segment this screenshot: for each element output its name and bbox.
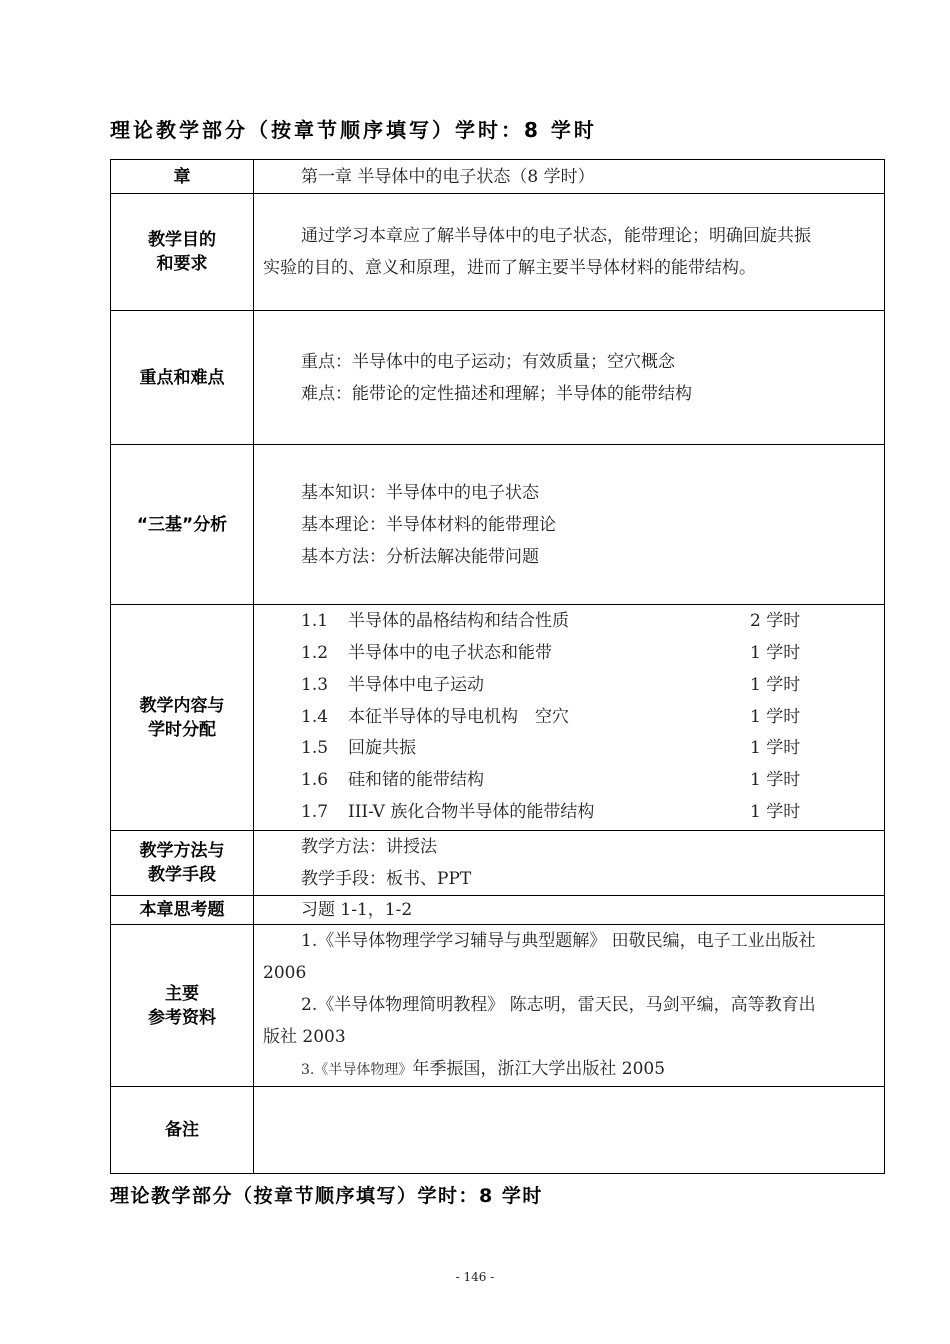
methods-value [254, 831, 885, 896]
row-content [111, 605, 885, 831]
row-key-points [111, 311, 885, 445]
key-points-value [254, 311, 885, 445]
content-item-num: 1.7 [301, 801, 329, 822]
content-item-hours: 1 学时 [750, 738, 801, 759]
methods-line2: 教学手段：板书、PPT [301, 869, 472, 889]
row-three-basics [111, 445, 885, 605]
content-item-num: 1.2 [301, 643, 329, 663]
remarks-value [254, 1087, 885, 1174]
exercises-value: 习题 1-1，1-2 [254, 896, 885, 925]
content-value [254, 605, 885, 831]
content-item-title: 本征半导体的导电机构 空穴 [348, 706, 569, 727]
key-points-line1: 重点：半导体中的电子运动；有效质量；空穴概念 [301, 351, 675, 372]
ref2-line1: 2.《半导体物理简明教程》 陈志明，雷天民，马剑平编，高等教育出 [301, 995, 816, 1015]
section-heading-top: 理论教学部分（按章节顺序填写）学时：8 学时 [110, 118, 597, 142]
chapter-value: 第一章 半导体中的电子状态（8 学时） [254, 160, 885, 194]
ref1-line2: 2006 [263, 963, 307, 983]
section-heading-bottom: 理论教学部分（按章节顺序填写）学时：8 学时 [110, 1185, 543, 1207]
references-label: 主要 参考资料 [111, 925, 254, 1087]
content-item-title: 硅和锗的能带结构 [348, 770, 484, 791]
content-item-hours: 1 学时 [750, 706, 801, 727]
references-value [254, 925, 885, 1087]
objectives-value [254, 194, 885, 311]
content-item [254, 733, 884, 765]
key-points-label: 重点和难点 [111, 311, 254, 445]
exercises-label: 本章思考题 [111, 896, 254, 925]
key-points-line2: 难点：能带论的定性描述和理解；半导体的能带结构 [301, 383, 692, 404]
objectives-label: 教学目的 和要求 [111, 194, 254, 311]
methods-line1: 教学方法：讲授法 [301, 837, 437, 857]
syllabus-table [110, 159, 885, 1174]
content-item-num: 1.1 [301, 611, 329, 632]
content-item [254, 797, 884, 829]
content-item-title: 半导体的晶格结构和结合性质 [348, 611, 569, 632]
row-objectives [111, 194, 885, 311]
content-item-title: 半导体中的电子状态和能带 [348, 643, 552, 663]
content-item-hours: 1 学时 [750, 770, 801, 791]
content-item-hours: 1 学时 [750, 643, 801, 663]
row-methods [111, 831, 885, 896]
ref1-line1: 1.《半导体物理学学习辅导与典型题解》 田敬民编，电子工业出版社 [301, 931, 816, 951]
content-item-hours: 2 学时 [750, 611, 801, 632]
content-item [254, 765, 884, 797]
three-basics-line3: 基本方法：分析法解决能带问题 [301, 546, 539, 567]
page-number: - 146 - [455, 1270, 495, 1284]
row-references [111, 925, 885, 1087]
three-basics-line1: 基本知识：半导体中的电子状态 [301, 482, 539, 503]
content-item-num: 1.5 [301, 738, 329, 759]
row-remarks [111, 1087, 885, 1174]
content-item [254, 606, 884, 638]
content-item-hours: 1 学时 [750, 674, 801, 695]
row-chapter [111, 160, 885, 194]
row-exercises [111, 896, 885, 925]
content-item-num: 1.3 [301, 674, 329, 695]
content-item-title: 半导体中电子运动 [348, 674, 484, 695]
chapter-label: 章 [111, 160, 254, 194]
content-label: 教学内容与 学时分配 [111, 605, 254, 831]
three-basics-value [254, 445, 885, 605]
ref3-line: 3.《半导体物理》年季振国，浙江大学出版社 2005 [301, 1059, 666, 1079]
content-item-num: 1.6 [301, 770, 329, 791]
objectives-line2: 实验的目的、意义和原理，进而了解主要半导体材料的能带结构。 [263, 258, 756, 278]
remarks-label: 备注 [111, 1087, 254, 1174]
content-item [254, 670, 884, 702]
content-item [254, 702, 884, 734]
content-item [254, 638, 884, 670]
content-item-num: 1.4 [301, 706, 329, 727]
ref2-line2: 版社 2003 [263, 1027, 346, 1047]
three-basics-label: “三基”分析 [111, 445, 254, 605]
content-item-title: III-V 族化合物半导体的能带结构 [348, 801, 595, 822]
content-item-hours: 1 学时 [750, 801, 801, 822]
content-item-title: 回旋共振 [348, 738, 416, 759]
methods-label: 教学方法与 教学手段 [111, 831, 254, 896]
three-basics-line2: 基本理论：半导体材料的能带理论 [301, 514, 556, 535]
objectives-line1: 通过学习本章应了解半导体中的电子状态，能带理论；明确回旋共振 [301, 226, 811, 246]
